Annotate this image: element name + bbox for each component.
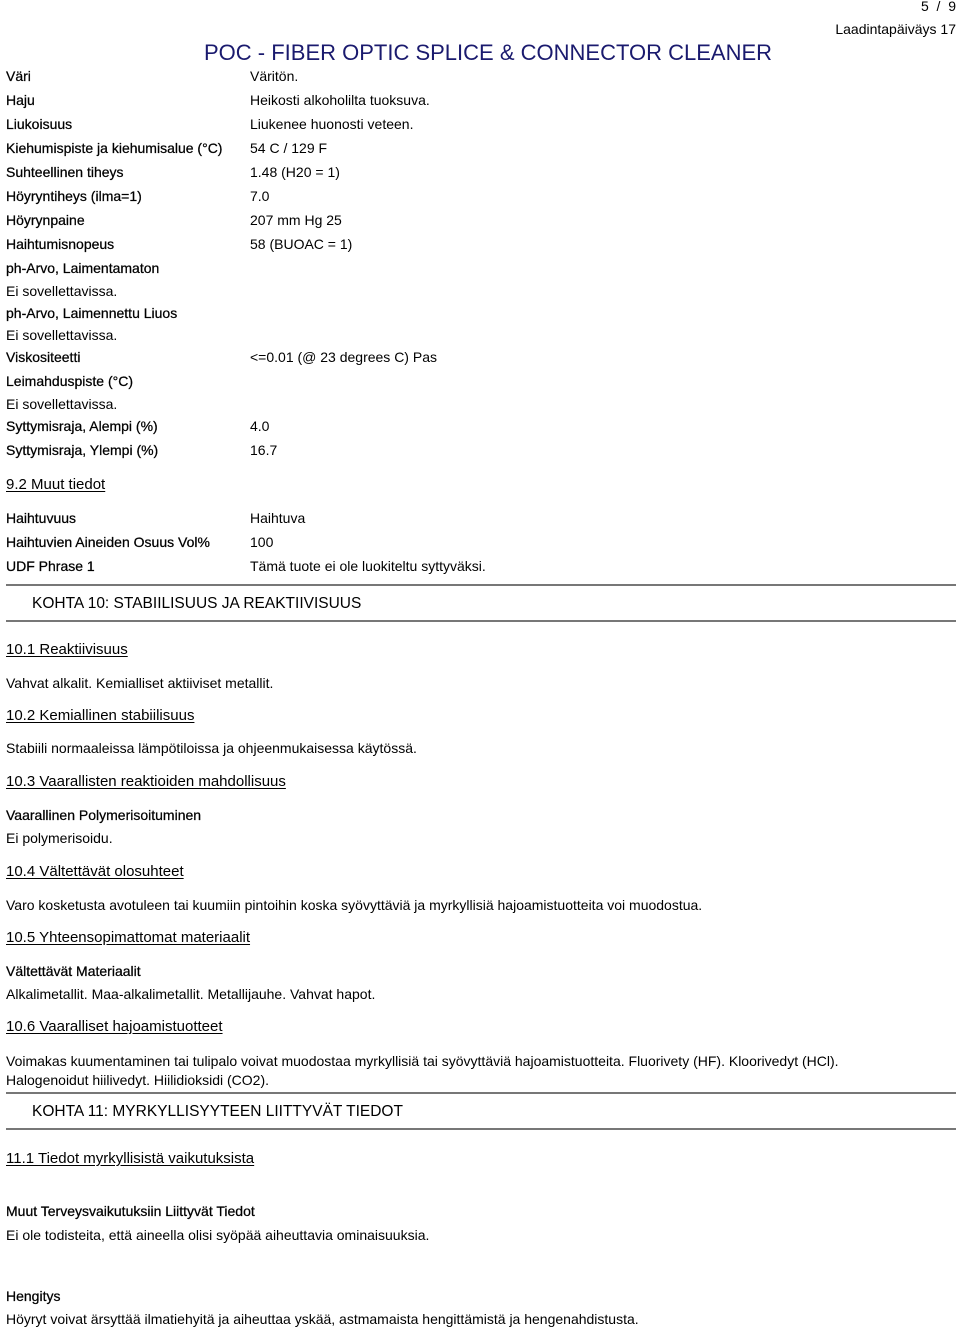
page-separator: /: [936, 0, 941, 14]
other-health-effects-text: Ei ole todisteita, että aineella olisi syöpää aiheuttavia ominaisuuksia.: [6, 1227, 430, 1243]
ph-diluted-value: Ei sovellettavissa.: [6, 327, 118, 343]
other-info-value-udf: Tämä tuote ei ole luokiteltu syttyväksi.: [250, 558, 486, 574]
section-10-bar: [6, 584, 956, 622]
flash-point-label: Leimahduspiste (°C): [6, 373, 133, 389]
section-10-3-text: Ei polymerisoidu.: [6, 830, 113, 846]
inhalation-text: Höyryt voivat ärsyttää ilmatiehyitä ja aiheuttaa yskää, astmamaista hengittämistä ja hengenahdistusta.: [6, 1311, 639, 1327]
ph-undiluted-value: Ei sovellettavissa.: [6, 283, 118, 299]
property-label-boiling-point: Kiehumispiste ja kiehumisalue (°C): [6, 140, 223, 156]
flammability-lower-label: Syttymisraja, Alempi (%): [6, 418, 158, 434]
other-info-value-voc: 100: [250, 534, 274, 550]
section-heading-10-3: 10.3 Vaarallisten reaktioiden mahdollisuus: [6, 773, 286, 790]
property-label-solubility: Liukoisuus: [6, 116, 73, 132]
revision-date: [835, 21, 956, 37]
viscosity-label: Viskositeetti: [6, 349, 81, 365]
property-value-relative-density: 1.48 (H20 = 1): [250, 164, 340, 180]
property-label-odour: Haju: [6, 92, 35, 108]
document-title: POC - FIBER OPTIC SPLICE & CONNECTOR CLEANER: [204, 40, 773, 65]
property-value-vapour-pressure: 207 mm Hg 25: [250, 212, 342, 228]
other-info-label-voc: Haihtuvien Aineiden Osuus Vol%: [6, 534, 210, 550]
property-value-odour: Heikosti alkoholilta tuoksuva.: [250, 92, 430, 108]
section-heading-10-1: 10.1 Reaktiivisuus: [6, 641, 128, 658]
section-10-title: KOHTA 10: STABIILISUUS JA REAKTIIVISUUS: [32, 595, 362, 612]
section-10-2-text: Stabiili normaaleissa lämpötiloissa ja ohjeenmukaisessa käytössä.: [6, 740, 417, 756]
section-10-6-text-line1: Voimakas kuumentaminen tai tulipalo voivat muodostaa myrkyllisiä tai syövyttäviä hajoamistuotteita. Fluorivety (HF). Kloorivedyt (HCl).: [6, 1053, 839, 1069]
flammability-lower-value: 4.0: [250, 418, 270, 434]
flammability-upper-value: 16.7: [250, 442, 278, 458]
property-label-evaporation-rate: Haihtumisnopeus: [6, 236, 115, 252]
section-heading-10-5: 10.5 Yhteensopimattomat materiaalit: [6, 929, 251, 946]
property-value-vapour-density: 7.0: [250, 188, 270, 204]
ph-undiluted-label: ph-Arvo, Laimentamaton: [6, 260, 160, 276]
property-value-boiling-point: 54 C / 129 F: [250, 140, 328, 156]
section-10-3-sublabel: Vaarallinen Polymerisoituminen: [6, 807, 202, 823]
page-current: 5: [920, 0, 929, 14]
viscosity-value: <=0.01 (@ 23 degrees C) Pas: [250, 349, 437, 365]
section-10-4-text: Varo kosketusta avotuleen tai kuumiin pintoihin koska syövyttäviä ja myrkyllisiä hajoamistuotteita voi muodostua.: [6, 897, 703, 913]
property-value-solubility: Liukenee huonosti veteen.: [250, 116, 414, 132]
page-number: [921, 0, 956, 14]
section-heading-10-6: 10.6 Vaaralliset hajoamistuotteet: [6, 1018, 223, 1035]
property-value-colour: Väritön.: [250, 68, 299, 84]
ph-diluted-label: ph-Arvo, Laimennettu Liuos: [6, 305, 178, 321]
section-heading-10-2: 10.2 Kemiallinen stabiilisuus: [6, 707, 195, 724]
other-info-label-volatility: Haihtuvuus: [6, 510, 77, 526]
other-info-label-udf: UDF Phrase 1: [6, 558, 95, 574]
section-11-bar: [6, 1092, 956, 1130]
flammability-upper-label: Syttymisraja, Ylempi (%): [6, 442, 159, 458]
inhalation-label: Hengitys: [6, 1288, 61, 1304]
section-heading-11-1: 11.1 Tiedot myrkyllisistä vaikutuksista: [6, 1150, 255, 1167]
property-label-vapour-pressure: Höyrynpaine: [6, 212, 85, 228]
section-10-5-text: Alkalimetallit. Maa-alkalimetallit. Metallijauhe. Vahvat hapot.: [6, 986, 376, 1002]
other-health-effects-label: Muut Terveysvaikutuksiin Liittyvät Tiedot: [6, 1203, 255, 1219]
property-label-relative-density: Suhteellinen tiheys: [6, 164, 124, 180]
page-total: 9: [948, 0, 956, 14]
revision-value: 17: [940, 21, 956, 37]
revision-label: Laadintapäiväys: [835, 21, 937, 37]
property-value-evaporation-rate: 58 (BUOAC = 1): [250, 236, 353, 252]
property-label-vapour-density: Höyryntiheys (ilma=1): [6, 188, 142, 204]
section-heading-10-4: 10.4 Vältettävät olosuhteet: [6, 863, 184, 880]
flash-point-value: Ei sovellettavissa.: [6, 396, 118, 412]
section-10-5-sublabel: Vältettävät Materiaalit: [6, 963, 141, 979]
section-11-title: KOHTA 11: MYRKYLLISYYTEEN LIITTYVÄT TIEDOT: [32, 1103, 403, 1120]
other-info-value-volatility: Haihtuva: [250, 510, 306, 526]
section-heading-9-2: 9.2 Muut tiedot: [6, 476, 106, 493]
property-label-colour: Väri: [6, 68, 31, 84]
section-10-1-text: Vahvat alkalit. Kemialliset aktiiviset metallit.: [6, 675, 274, 691]
section-10-6-text-line2: Halogenoidut hiilivedyt. Hiilidioksidi (CO2).: [6, 1072, 269, 1088]
